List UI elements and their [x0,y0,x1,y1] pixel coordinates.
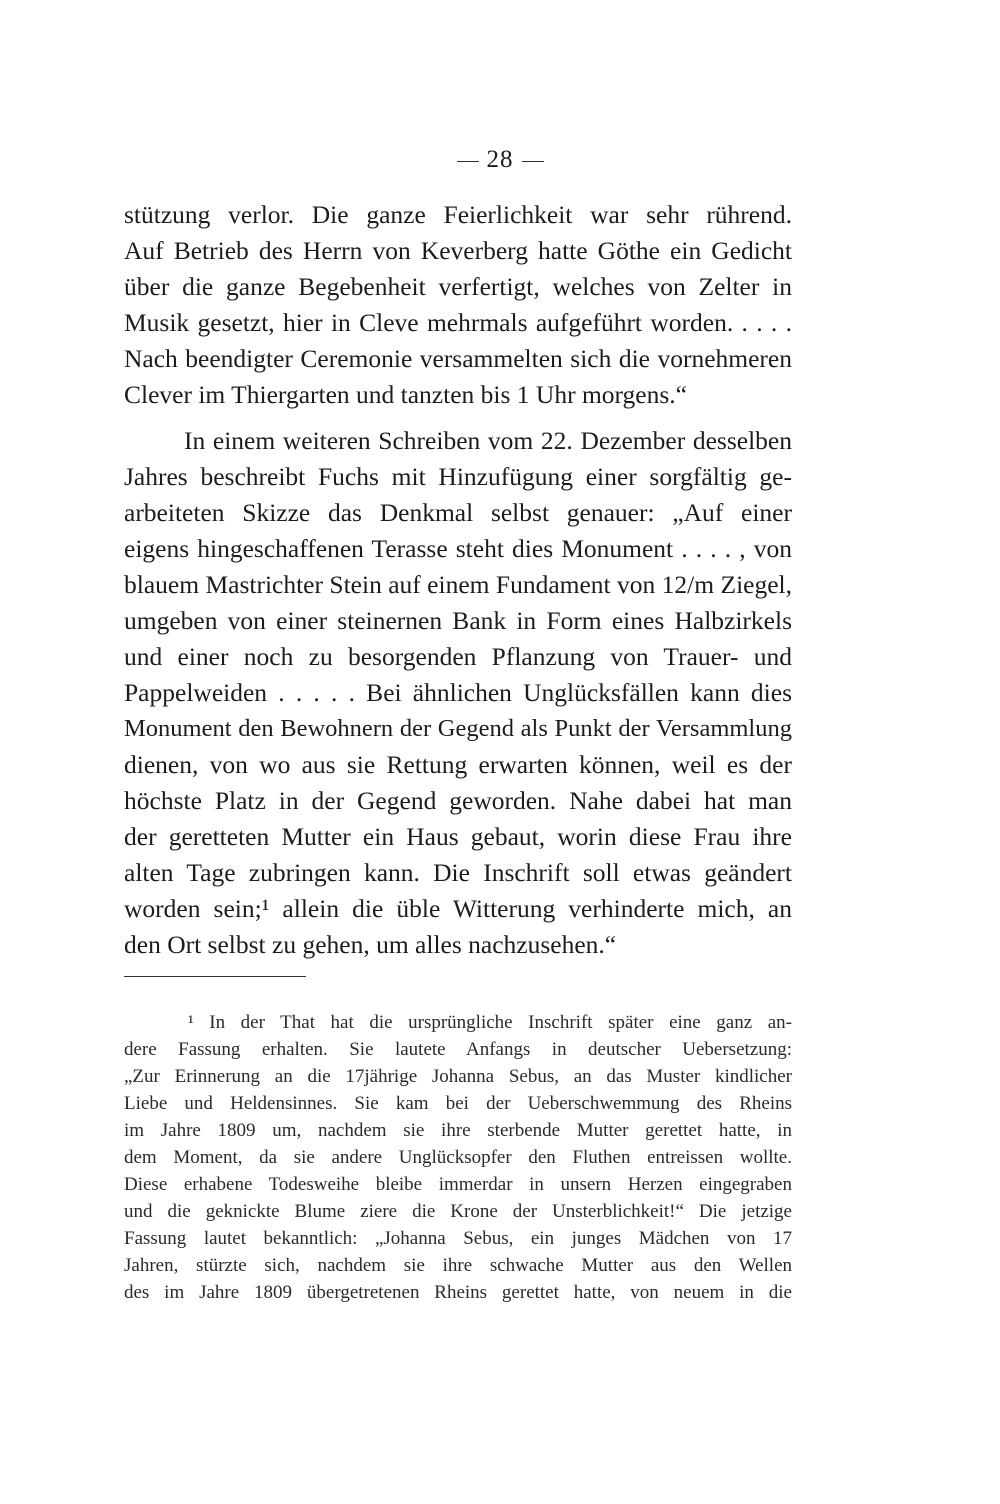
body-line: Clever im Thiergarten und tanzten bis 1 Uhr morgens.“ [124,380,687,409]
footnote-line: Liebe und Heldensinnes. Sie kam bei der Ueberschwemmung des Rheins [124,1093,792,1114]
footnote-line: des im Jahre 1809 übergetretenen Rheins gerettet hatte, von neuem in die [124,1282,792,1303]
body-line: alten Tage zubringen kann. Die Inschrift soll etwas geändert [124,858,792,887]
footnote-line: ¹ In der That hat die ursprüngliche Inschrift später eine ganz an- [188,1012,792,1033]
body-line: blauem Mastrichter Stein auf einem Fundament von 12/m Ziegel, [124,570,792,599]
left-dash [457,161,479,162]
body-line: Auf Betrieb des Herrn von Keverberg hatte Göthe ein Gedicht [124,236,792,265]
footnote-line: im Jahre 1809 um, nachdem sie ihre sterbende Mutter gerettet hatte, in [124,1120,792,1141]
body-line: Monument den Bewohnern der Gegend als Punkt der Versammlung [124,715,792,742]
body-line: Nach beendigter Ceremonie versammelten sich die vornehmeren [124,344,792,373]
body-line: stützung verlor. Die ganze Feierlichkeit war sehr rührend. [124,200,792,229]
body-line: höchste Platz in der Gegend geworden. Nahe dabei hat man [124,786,792,815]
body-line: umgeben von einer steinernen Bank in Form eines Halbzirkels [124,606,792,635]
page-number [0,146,1000,174]
footnote-line: dere Fassung erhalten. Sie lautete Anfangs in deutscher Uebersetzung: [124,1039,792,1060]
footnote-line: dem Moment, da sie andere Unglücksopfer den Fluthen entreissen wollte. [124,1147,792,1168]
body-line: worden sein;¹ allein die üble Witterung verhinderte mich, an [124,894,792,923]
footnote-line: Fassung lautet bekanntlich: „Johanna Sebus, ein junges Mädchen von 17 [124,1228,792,1249]
footnote-line: Diese erhabene Todesweihe bleibe immerdar in unsern Herzen eingegraben [124,1174,792,1195]
footnote-line: Jahren, stürzte sich, nachdem sie ihre schwache Mutter aus den Wellen [124,1255,792,1276]
body-line: arbeiteten Skizze das Denkmal selbst genauer: „Auf einer [124,498,792,527]
body-line: Jahres beschreibt Fuchs mit Hinzufügung einer sorgfältig ge- [124,462,792,491]
page-number-value: 28 [486,146,514,173]
body-line: Pappelweiden . . . . . Bei ähnlichen Unglücksfällen kann dies [124,678,792,707]
body-line: und einer noch zu besorgenden Pflanzung von Trauer- und [124,642,792,671]
body-line: den Ort selbst zu gehen, um alles nachzusehen.“ [124,930,617,959]
body-line: In einem weiteren Schreiben vom 22. Dezember desselben [184,426,792,455]
footnote-line: und die geknickte Blume ziere die Krone der Unsterblichkeit!“ Die jetzige [124,1201,792,1222]
body-line: über die ganze Begebenheit verfertigt, welches von Zelter in [124,272,792,301]
body-line: eigens hingeschaffenen Terasse steht dies Monument . . . . , von [124,534,792,563]
footnote-line: „Zur Erinnerung an die 17jährige Johanna Sebus, an das Muster kindlicher [124,1066,792,1087]
right-dash [522,161,544,162]
body-line: Musik gesetzt, hier in Cleve mehrmals aufgeführt worden. . . . . [124,308,792,337]
body-line: der geretteten Mutter ein Haus gebaut, worin diese Frau ihre [124,822,792,851]
body-line: dienen, von wo aus sie Rettung erwarten können, weil es der [124,750,792,779]
footnote-separator [124,976,306,977]
